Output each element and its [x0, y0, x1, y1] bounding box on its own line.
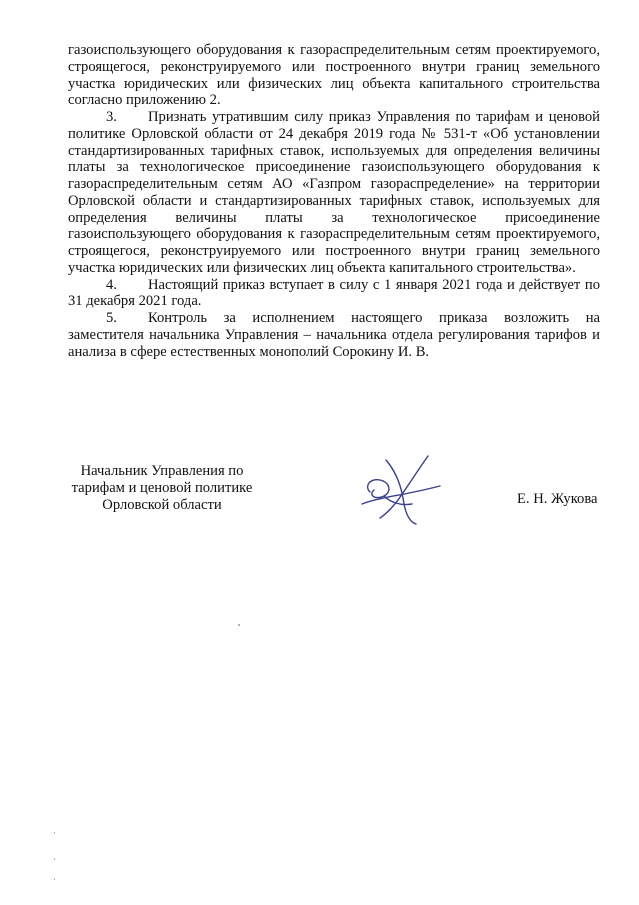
paragraph-5 [68, 310, 600, 360]
paragraph-2-continuation: газоиспользующего оборудования к газораспределительным сетям проектируемого, строящегося, реконструируемого или построенного внутри границ земельного участка юридических или физических лиц объекта капитального строительства согласно приложению 2. [68, 42, 600, 109]
signatory-position [62, 463, 262, 514]
signatory-position-line-1: Начальник Управления по [80, 463, 244, 479]
paragraph-3 [68, 109, 600, 277]
scan-speck [238, 624, 240, 626]
paragraph-5-text: Контроль за исполнением настоящего приказа возложить на заместителя начальника Управления – начальника отдела регулирования тарифов и анализа в сфере естественных монополий Сорокину И. В. [68, 310, 600, 360]
paragraph-5-number: 5. [106, 310, 117, 326]
scan-speck [54, 832, 55, 834]
handwritten-signature [356, 452, 456, 528]
signatory-name: Е. Н. Жукова [517, 491, 598, 507]
paragraph-3-text: Признать утратившим силу приказ Управления по тарифам и ценовой политике Орловской области от 24 декабря 2019 года № 531-т «Об установлении стандартизированных тарифных ставок, используемых для определения величины платы за технологическое присоединение газоиспользующего оборудования к газораспределительным сетям АО «Газпром газораспределение» на территории Орловской области и стандартизированных тарифных ставок, используемых для определения величины платы за технологическое присоединение газоиспользующего оборудования к газораспределительным сетям проектируемого, строящегося, реконструируемого или построенного внутри границ земельного участка юридических или физических лиц объекта капитального строительства». [68, 109, 600, 276]
document-body [68, 42, 600, 360]
paragraph-4-text: Настоящий приказ вступает в силу с 1 января 2021 года и действует по 31 декабря 2021 года. [68, 276, 600, 310]
scan-speck [54, 878, 55, 880]
paragraph-4 [68, 277, 600, 311]
scan-speck [54, 858, 55, 860]
paragraph-3-number: 3. [106, 109, 117, 125]
signatory-position-line-3: Орловской области [102, 497, 222, 513]
signatory-position-line-2: тарифам и ценовой политике [71, 480, 253, 496]
paragraph-4-number: 4. [106, 276, 117, 293]
